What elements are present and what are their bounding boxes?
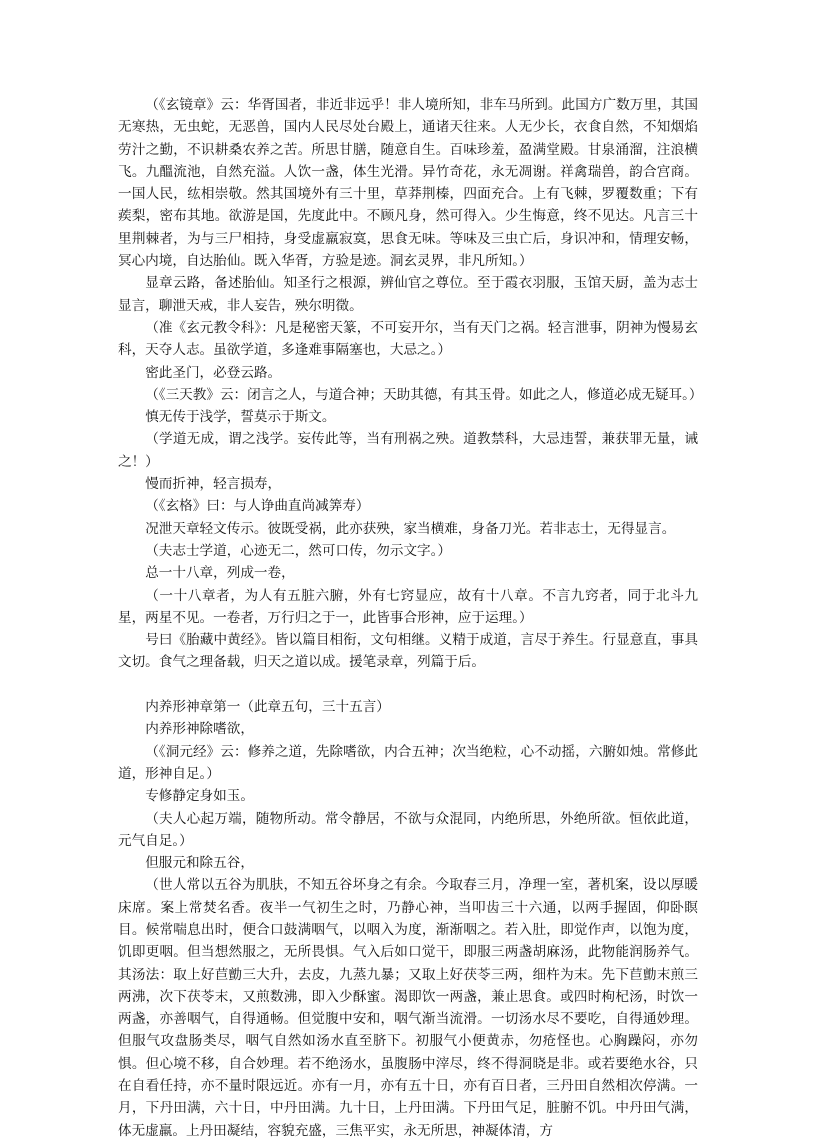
body-paragraph: （一十八章者，为人有五脏六腑，外有七窍显应，故有十八章。不言九窍者，同于北斗九星，两星不见。一卷者，万行归之于一，此皆事合形神，应于运理。） [118, 587, 698, 626]
body-paragraph: 内养形神除嗜欲， [145, 721, 254, 738]
body-paragraph: 慢而折神，轻言损寿， [145, 476, 282, 493]
chapter-heading: 内养形神章第一（此章五句，三十五言） [145, 699, 390, 716]
body-paragraph: （夫志士学道，心迹无二，然可口传，勿示文字。） [145, 542, 452, 559]
body-paragraph: 况泄天章轻文传示。彼既受祸，此亦获殃，家当横难，身备刀光。若非志士，无得显言。 [145, 520, 676, 537]
body-paragraph: （学道无成，谓之浅学。妄传此等，当有刑祸之殃。道教禁科，大忌违誓，兼获罪无量，诫之！） [118, 431, 698, 470]
body-paragraph: （准《玄元教令科》：凡是秘密天篆，不可妄开尔，当有天门之祸。轻言泄事，阴神为慢易玄科，天夺人志。虽欲学道，多逢难事隔塞也，大忌之。） [118, 319, 698, 359]
body-paragraph: 慎无传于浅学，誓莫示于斯文。 [145, 409, 336, 426]
body-paragraph: （《三天教》云：闭言之人，与道合神；天助其德，有其玉骨。如此之人，修道必成无疑耳。） [145, 386, 703, 403]
body-paragraph: 显章云路，备述胎仙。知圣行之根源，辨仙官之尊位。至于霞衣羽服，玉馆天厨，盖为志士显言，聊泄天戒，非人妄告，殃尔明徵。 [118, 275, 698, 314]
body-paragraph: （《玄格》曰：与人诤曲直尚减筭寿） [145, 498, 370, 515]
body-paragraph: （夫人心起万端，随物所动。常令静居，不欲与众混同，内绝所思，外绝所欲。恒依此道，元气自足。） [118, 810, 698, 849]
body-paragraph: 但服元和除五谷， [145, 855, 254, 872]
body-paragraph: 号曰《胎藏中黄经》。皆以篇目相衔，文句相继。义精于成道，言尽于养生。行显意直，事具文切。食气之理备载，归天之道以成。援笔录章，列篇于后。 [118, 632, 698, 671]
body-paragraph: （《洞元经》云：修养之道，先除嗜欲，内合五神；次当绝粒，心不动摇，六腑如烛。常修此道，形神自足。） [118, 743, 698, 782]
body-paragraph: 总一十八章，列成一卷， [145, 565, 295, 582]
body-paragraph: 密此圣门，必登云路。 [145, 364, 282, 381]
body-paragraph: （《玄镜章》云：华胥国者，非近非远乎！非人境所知，非车马所到。此国方广数万里，其国无寒热，无虫蛇，无恶兽，国内人民尽处台殿上，通诸天往来。人无少长，衣食自然，不知烟焰劳汁之勤，不识耕桑农养之苦。所思甘膳，随意自生。百味珍羞，盈满堂殿。甘泉涌溜，注浪横飞。九醞流池，自然充溢。人饮一盏，体生光滑。异竹奇花，永无凋谢。祥禽瑞兽，韵合宫商。一国人民，纮相崇敬。然其国境外有三十里，草莽荆榛，四面充合。上有飞棘，罗覆数重；下有蒺梨，密布其地。欲游是国，先度此中。不顾凡身，然可得入。少生悔意，终不见达。凡言三十里荆棘者，为与三尸相持，身受虚羸寂寞，思食无味。等味及三虫亡后，身识冲和，情理安畅，冥心内境，自达胎仙。既入华胥，方验是迹。洞玄灵界，非凡所知。） [118, 97, 698, 270]
document-page [118, 94, 703, 1142]
body-paragraph: （世人常以五谷为肌肤，不知五谷坏身之有余。今取春三月，净理一室，著机案，设以厚暖床席。案上常焚名香。夜半一气初生之时，乃静心神，当叩齿三十六通，以两手握固，仰卧瞑目。候常喘息出时，便合口鼓满咽气，以咽入为度，渐渐咽之。若入肚，即觉作声，以饱为度，饥即更咽。但当想然服之，无所畏惧。气入后如口觉干，即服三两盏胡麻汤，此物能润肠养气。其汤法：取上好苣勯三大升，去皮，九蒸九暴；又取上好茯苓三两，细杵为末。先下苣勯末煎三两沸，次下茯苓末，又煎数沸，即入少酥蜜。渴即饮一两盏，兼止思食。或四时枸杞汤，时饮一两盏，亦善咽气，自得通畅。但觉腹中安和，咽气渐当流滑。一切汤水尽不要吃，自得通妙理。但服气攻盘肠类尽，咽气自然如汤水直至脐下。初服气小便黄赤，勿疮怪也。心胸躁闷，亦勿惧。但心境不移，自合妙理。若不绝汤水，虽腹肠中滓尽，终不得洞晓是非。或若要绝水谷，只在自看任持，亦不量时限远近。亦有一月，亦有五十日，亦有百日者，三丹田自然相次停满。一月，下丹田满，六十日，中丹田满。九十日，上丹田满。下丹田气足，脏腑不饥。中丹田气满，体无虚羸。上丹田凝结，容貌充盛，三焦平实，永无所思，神凝体清，方 [118, 877, 698, 1139]
body-paragraph: 专修静定身如玉。 [145, 788, 254, 805]
